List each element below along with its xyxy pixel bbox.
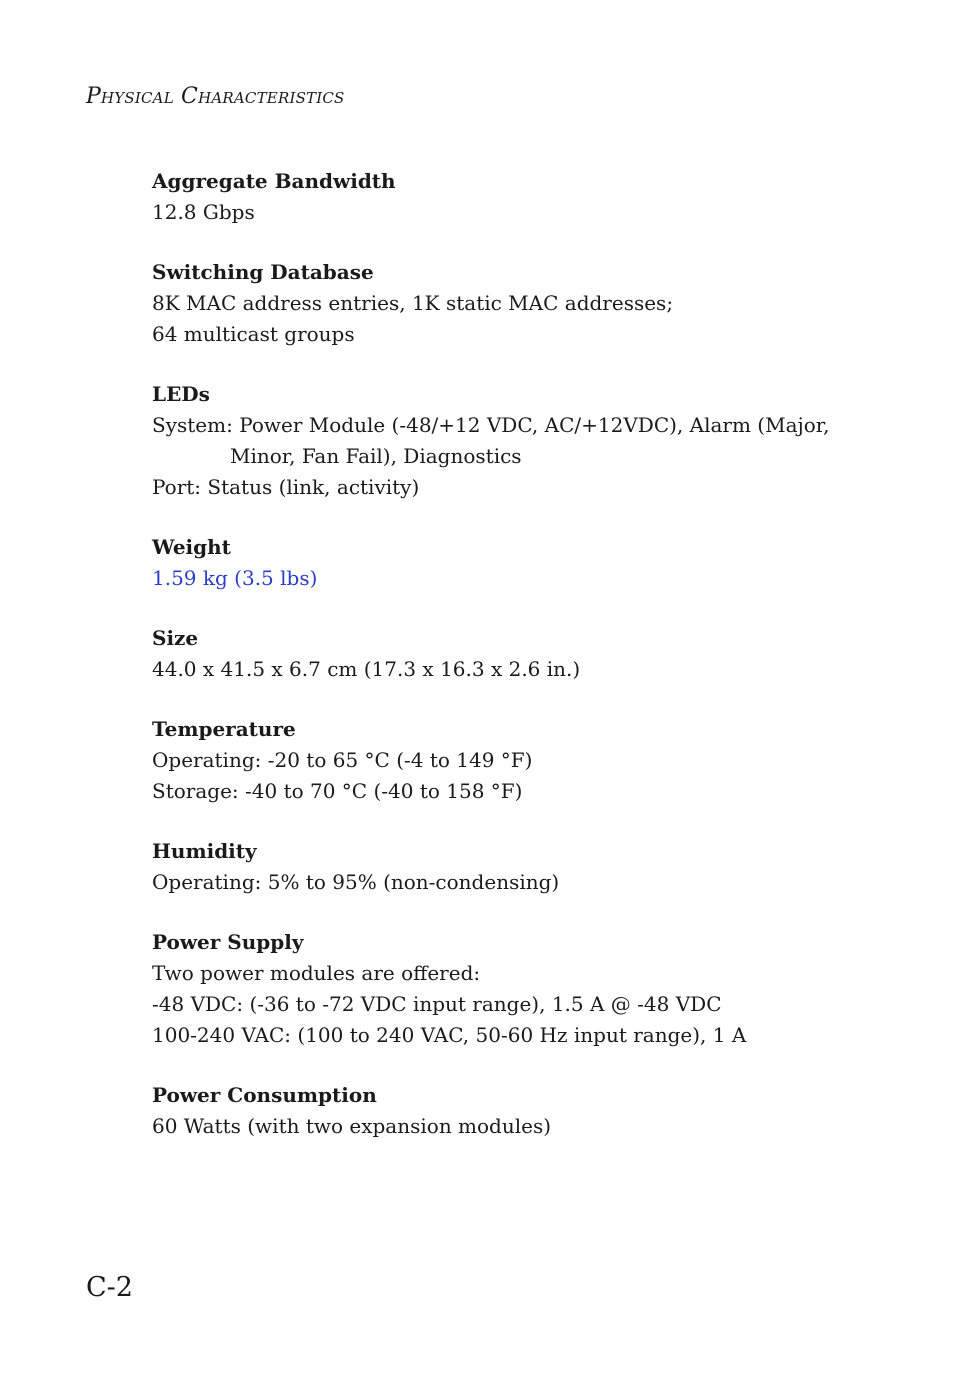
spec-value: Operating: 5% to 95% (non-condensing) xyxy=(152,870,560,894)
spec-value: Storage: -40 to 70 °C (-40 to 158 °F) xyxy=(152,779,523,803)
spec-heading: Power Supply xyxy=(152,930,304,954)
spec-value: -48 VDC: (-36 to -72 VDC input range), 1.5 A @ -48 VDC xyxy=(152,992,722,1016)
spec-heading: Power Consumption xyxy=(152,1083,377,1107)
spec-switching-database xyxy=(152,257,872,350)
spec-value: 100-240 VAC: (100 to 240 VAC, 50-60 Hz input range), 1 A xyxy=(152,1023,747,1047)
spec-heading: Weight xyxy=(152,535,231,559)
weight-link[interactable]: 1.59 kg (3.5 lbs) xyxy=(152,566,318,590)
spec-weight xyxy=(152,532,872,594)
spec-humidity xyxy=(152,836,872,898)
spec-value: System: Power Module (-48/+12 VDC, AC/+12VDC), Alarm (Major, xyxy=(152,413,830,437)
spec-heading: Humidity xyxy=(152,839,257,863)
spec-temperature xyxy=(152,714,872,807)
spec-size xyxy=(152,623,872,685)
spec-value: 64 multicast groups xyxy=(152,322,355,346)
spec-value: Operating: -20 to 65 °C (-4 to 149 °F) xyxy=(152,748,533,772)
spec-aggregate-bandwidth xyxy=(152,166,872,228)
spec-heading: Aggregate Bandwidth xyxy=(152,169,396,193)
spec-power-consumption xyxy=(152,1080,872,1142)
spec-value: Port: Status (link, activity) xyxy=(152,475,420,499)
spec-list xyxy=(152,166,872,1171)
spec-value: 12.8 Gbps xyxy=(152,200,255,224)
spec-heading: Temperature xyxy=(152,717,296,741)
spec-value: 8K MAC address entries, 1K static MAC addresses; xyxy=(152,291,674,315)
spec-heading: LEDs xyxy=(152,382,210,406)
spec-value: 44.0 x 41.5 x 6.7 cm (17.3 x 16.3 x 2.6 in.) xyxy=(152,657,581,681)
running-header: Physical Characteristics xyxy=(86,84,345,109)
spec-value: Two power modules are offered: xyxy=(152,961,481,985)
spec-value-continuation: Minor, Fan Fail), Diagnostics xyxy=(230,444,522,468)
spec-power-supply xyxy=(152,927,872,1051)
spec-heading: Size xyxy=(152,626,199,650)
spec-heading: Switching Database xyxy=(152,260,374,284)
page-number: C-2 xyxy=(86,1272,133,1303)
spec-leds xyxy=(152,379,872,503)
spec-value: 60 Watts (with two expansion modules) xyxy=(152,1114,552,1138)
